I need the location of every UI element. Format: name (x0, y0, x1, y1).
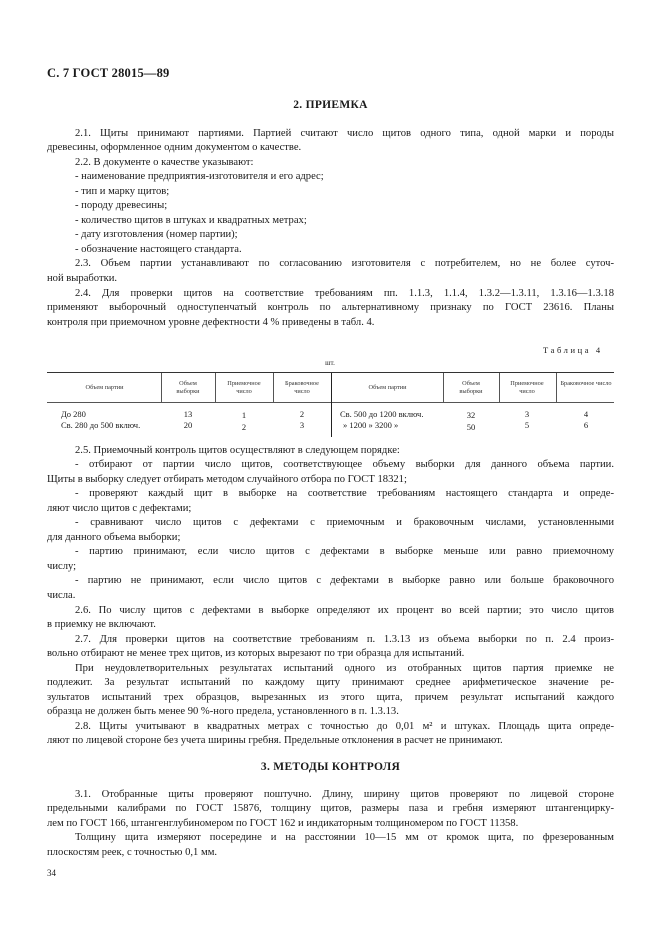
table-center-divider (331, 373, 332, 437)
text-line: - количество щитов в штуках и квадратных метрах; (75, 215, 307, 226)
text-line: - тип и марку щитов; (75, 186, 170, 197)
text-line: 2.2. В документе о качестве указывают: (75, 157, 254, 168)
table-col-divider (556, 373, 557, 402)
text-line: Толщину щита измеряют посередине и на расстоянии 10—15 мм от кромок щита, по фрезерованным (75, 832, 614, 843)
text-line: - дату изготовления (номер партии); (75, 229, 238, 240)
table-header-cell: Объем выборки (459, 380, 483, 395)
text-line: 2.1. Щиты принимают партиями. Партией считают число щитов одного типа, одной марки и породы (75, 128, 614, 139)
page-header: С. 7 ГОСТ 28015—89 (47, 66, 170, 80)
text-line: для данного объема выборки; (47, 532, 181, 543)
table-cell-lot: До 280 (61, 409, 86, 419)
text-line: ляют по лицевой стороне без учета ширины гребня. Предельные отклонения в расчет не принимают. (47, 735, 503, 746)
table-header-cell: Браковочное число (560, 380, 612, 387)
text-line: При неудовлетворительных результатах испытаний одного из отобранных щитов партия приемке не (75, 663, 614, 674)
text-line: - отбирают от партии число щитов, соответствующее объему выборки для данного объема партии. (75, 459, 614, 470)
text-line: - породу древесины; (75, 200, 168, 211)
table-header-cell: Браковочное число (285, 380, 319, 395)
table-col-divider (273, 373, 274, 402)
text-line: числу; (47, 561, 77, 572)
text-line: подлежит. За результат испытаний по каждому щиту принимают среднее арифметическое значение ре- (47, 677, 614, 688)
table-cell-accept: 5 (524, 420, 530, 430)
text-line: древесины, оформленное одним документом о качестве. (47, 142, 302, 153)
text-line: - партию не принимают, если число щитов с дефектами в выборке равно или больше браковочного (75, 575, 614, 586)
text-line: образца не должен быть менее 90 %-ного предела, установленного в п. 1.3.13. (47, 706, 399, 717)
table-unit: шт. (325, 359, 335, 367)
table-cell-sample: 50 (466, 422, 476, 432)
text-line: - сравнивают число щитов с дефектами с приемочным и браковочным числами, установленными (75, 517, 614, 528)
text-line: ляют число щитов с дефектами; (47, 503, 192, 514)
text-line: 2.4. Для проверки щитов на соответствие требованиям пп. 1.1.3, 1.1.4, 1.3.2—1.3.11, 1.3.16—1.3.18 (75, 288, 614, 299)
table-col-divider (215, 373, 216, 402)
text-line: - партию принимают, если число щитов с дефектами в выборке меньше или равно приемочному (75, 546, 614, 557)
text-line: числа. (47, 590, 76, 601)
table-col-divider (499, 373, 500, 402)
page-number: 34 (47, 868, 56, 878)
text-line: вольно отбирают не менее трех щитов, из которых вырезают по три образца для испытаний. (47, 648, 465, 659)
text-line: лем по ГОСТ 166, штангенглубиномером по ГОСТ 162 и индикаторным толщиномером по ГОСТ 11358. (47, 818, 519, 829)
table-cell-lot: Св. 500 до 1200 включ. (340, 409, 424, 419)
text-line: - наименование предприятия-изготовителя и его адрес; (75, 171, 324, 182)
text-line: в приемку не включают. (47, 619, 156, 630)
text-line: 2.3. Объем партии устанавливают по согласованию изготовителя с потребителем, но не более суточ- (75, 258, 614, 269)
table-cell-sample: 20 (183, 420, 193, 430)
text-line: применяют выборочный одноступенчатый контроль по альтернативному признаку по ГОСТ 23616. Планы (47, 302, 614, 313)
table-header-cell: Объем партии (85, 384, 124, 391)
table-cell-sample: 13 (183, 409, 193, 419)
text-line: Щиты в выборку следует отбирать методом случайного отбора по ГОСТ 18321; (47, 474, 407, 485)
table-cell-lot: Св. 280 до 500 включ. (61, 420, 141, 430)
table-header-cell: Приемочное число (227, 380, 261, 395)
text-line: контроля при приемочном уровне дефектности 4 % приведены в табл. 4. (47, 317, 375, 328)
table-cell-reject: 2 (299, 409, 305, 419)
table-cell-accept: 2 (241, 422, 247, 432)
table-header-cell: Объем выборки (176, 380, 200, 395)
text-line: зультатов испытаний трех образцов, вырезанных из этого щита, причем результат испытаний каждого (47, 692, 614, 703)
table-header-cell: Объем партии (368, 384, 407, 391)
text-line: предельными калибрами по ГОСТ 15876, толщину щитов, размеры паза и гребня измеряют штангенцирку- (47, 803, 614, 814)
text-line: 2.6. По числу щитов с дефектами в выборке определяют их процент во всей партии; это число щитов (75, 605, 614, 616)
text-line: 2.5. Приемочный контроль щитов осуществляют в следующем порядке: (75, 445, 400, 456)
text-line: 3.1. Отобранные щиты проверяют поштучно. Длину, ширину щитов проверяют по лицевой стороне (75, 789, 614, 800)
table-cell-accept: 1 (241, 410, 247, 420)
text-line: - обозначение настоящего стандарта. (75, 244, 242, 255)
text-line: - проверяют каждый щит в выборке на соответствие требованиям настоящего стандарта и опреде- (75, 488, 614, 499)
text-line: плоскостям реек, с точностью 0,1 мм. (47, 847, 218, 858)
table-cell-reject: 3 (299, 420, 305, 430)
table-col-divider (161, 373, 162, 402)
section-2-title: 2. ПРИЕМКА (293, 99, 368, 111)
table-cell-lot: » 1200 » 3200 » (343, 420, 399, 430)
section-3-title: 3. МЕТОДЫ КОНТРОЛЯ (260, 761, 401, 773)
table-cell-accept: 3 (524, 409, 530, 419)
table-cell-reject: 4 (583, 409, 589, 419)
table-caption: Таблица 4 (543, 345, 603, 355)
table-header-cell: Приемочное число (510, 380, 544, 395)
table-col-divider (443, 373, 444, 402)
text-line: ной выработки. (47, 273, 118, 284)
table-cell-reject: 6 (583, 420, 589, 430)
text-line: 2.7. Для проверки щитов на соответствие требованиям п. 1.3.13 из объема выборки по п. 2.4 произ- (75, 634, 614, 645)
text-line: 2.8. Щиты учитывают в квадратных метрах с точностью до 0,01 м² и штуках. Площадь щита опреде- (75, 721, 614, 732)
table-cell-sample: 32 (466, 410, 476, 420)
